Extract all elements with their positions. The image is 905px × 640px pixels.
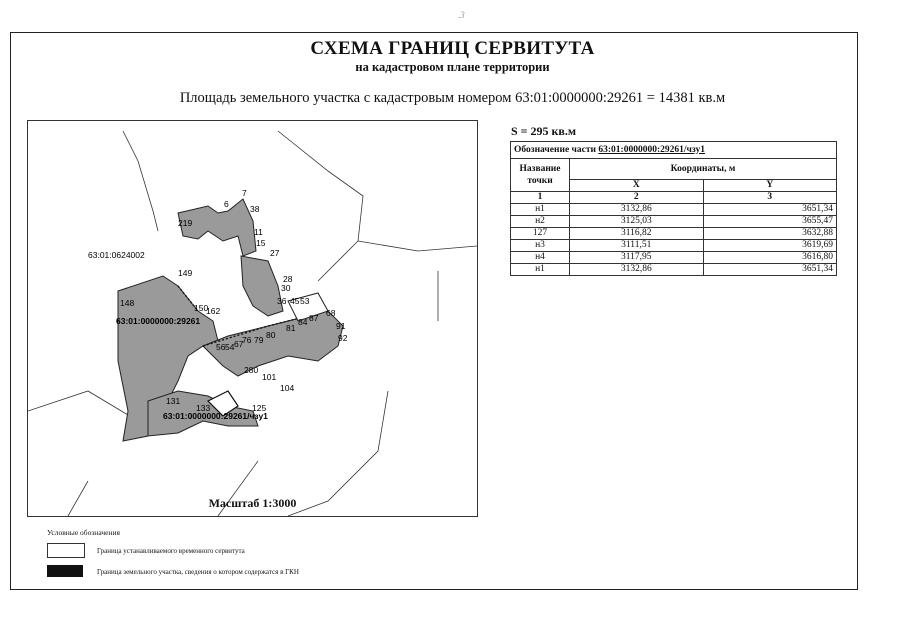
point-label: 68 (326, 308, 336, 318)
point-x: 3125,03 (570, 216, 704, 228)
point-label: 6 (224, 199, 229, 209)
document-title: СХЕМА ГРАНИЦ СЕРВИТУТА (310, 38, 595, 59)
point-x: 3132,86 (570, 264, 704, 276)
point-label: 76 (242, 335, 252, 345)
point-name: н1 (511, 204, 570, 216)
point-label: 92 (338, 333, 348, 343)
point-label: 219 (178, 218, 193, 228)
quarter-label: 63:01:0624002 (88, 250, 145, 260)
point-label: 27 (270, 248, 280, 258)
point-label: 53 (300, 296, 310, 306)
col-num: 1 (511, 192, 570, 204)
point-label: 11 (254, 227, 263, 237)
map-line (358, 241, 477, 251)
table-row (511, 159, 837, 180)
point-label: 131 (166, 396, 181, 406)
servitude-label: 63:01:0000000:29261/чзу1 (163, 411, 268, 421)
cadastral-map (27, 120, 478, 517)
point-label: 45 (290, 296, 300, 306)
point-label: 101 (262, 372, 277, 382)
table-row (511, 216, 837, 228)
point-label: 162 (206, 306, 221, 316)
point-label: 38 (250, 204, 260, 214)
point-y: 3651,34 (703, 204, 837, 216)
legend-parcel-symbol (47, 565, 83, 577)
point-label: 125 (252, 403, 267, 413)
map-scale: Масштаб 1:3000 (208, 496, 297, 510)
table-row (511, 204, 837, 216)
legend-title: Условные обозначения (47, 528, 120, 537)
page-mark: .3 (458, 10, 465, 20)
parcel-east-block (241, 256, 283, 316)
point-label: 80 (266, 330, 276, 340)
table-row (511, 240, 837, 252)
header-coordinates: Координаты, м (570, 159, 837, 180)
point-label: 104 (280, 383, 295, 393)
point-y: 3651,34 (703, 264, 837, 276)
part-designation: Обозначение части 63:01:0000000:29261/чзу1 (511, 142, 837, 159)
point-label: 56 (216, 342, 226, 352)
point-label: 67 (234, 339, 244, 349)
point-name: 127 (511, 228, 570, 240)
point-label: 150 (194, 303, 209, 313)
point-label: 91 (336, 321, 346, 331)
legend-servitude-symbol (47, 543, 85, 558)
table-row (511, 264, 837, 276)
point-x: 3132,86 (570, 204, 704, 216)
coordinates-table (510, 141, 837, 276)
point-name: н1 (511, 264, 570, 276)
map-drawing (28, 121, 477, 516)
table-row (511, 228, 837, 240)
point-label: 28 (283, 274, 293, 284)
point-label: 148 (120, 298, 135, 308)
map-line (123, 131, 158, 231)
point-label: 84 (298, 317, 308, 327)
point-y: 3655,47 (703, 216, 837, 228)
point-label: 7 (242, 188, 247, 198)
col-num: 2 (570, 192, 704, 204)
point-x: 3111,51 (570, 240, 704, 252)
point-x: 3117,95 (570, 252, 704, 264)
point-y: 3619,69 (703, 240, 837, 252)
point-y: 3616,80 (703, 252, 837, 264)
point-name: н4 (511, 252, 570, 264)
part-number: 63:01:0000000:29261/чзу1 (598, 144, 705, 155)
point-label: 15 (256, 238, 266, 248)
point-label: 87 (309, 313, 319, 323)
table-row (511, 252, 837, 264)
map-line (28, 391, 138, 421)
table-row (511, 192, 837, 204)
col-num: 3 (703, 192, 837, 204)
point-label: 133 (196, 403, 211, 413)
point-label: 79 (254, 335, 264, 345)
header-point-name: Название точки (511, 159, 570, 192)
point-x: 3116,82 (570, 228, 704, 240)
table-row (511, 142, 837, 159)
point-label: 36 (277, 296, 287, 306)
legend-servitude-text: Граница устанавливаемого временного сервитута (97, 547, 245, 555)
point-name: н2 (511, 216, 570, 228)
map-line (278, 131, 363, 281)
point-name: н3 (511, 240, 570, 252)
document-subtitle: на кадастровом плане территории (355, 60, 550, 74)
header-y: Y (703, 180, 837, 192)
servitude-area: S = 295 кв.м (511, 124, 577, 138)
point-label: 30 (281, 283, 291, 293)
parcel-label: 63:01:0000000:29261 (116, 316, 201, 326)
area-statement: Площадь земельного участка с кадастровым номером 63:01:0000000:29261 = 14381 кв.м (179, 90, 726, 106)
point-label: 54 (225, 342, 235, 352)
header-x: X (570, 180, 704, 192)
point-label: 81 (286, 323, 296, 333)
point-label: 280 (244, 365, 259, 375)
point-y: 3632,88 (703, 228, 837, 240)
legend-parcel-text: Граница земельного участка, сведения о котором содержатся в ГКН (97, 568, 299, 576)
point-label: 149 (178, 268, 193, 278)
